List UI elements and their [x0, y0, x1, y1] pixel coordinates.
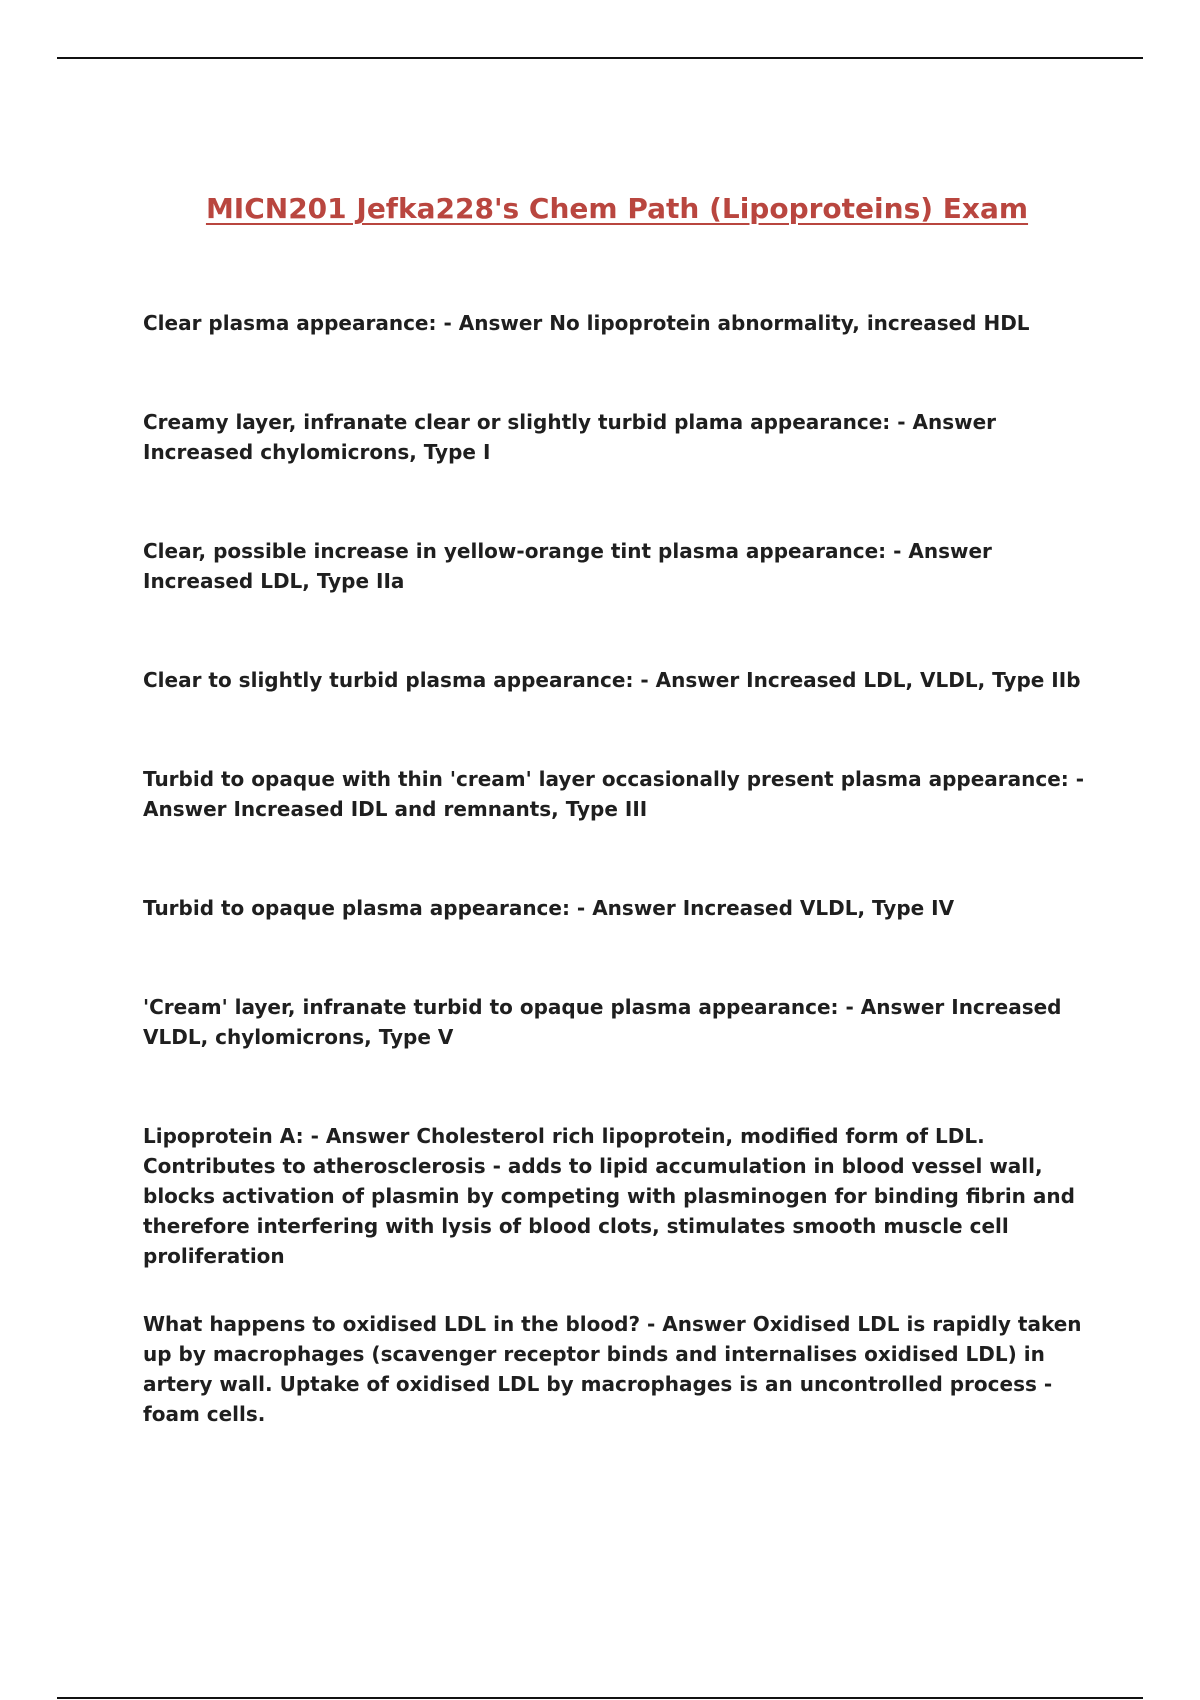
qa-entry-8: Lipoprotein A: - Answer Cholesterol rich lipoprotein, modified form of LDL. Contributes to atherosclerosis - adds to lipid accumulation in blood vessel wall, blocks activation of plasmin by competing with plasminogen for binding fibrin and therefore interfering with lysis of blood clots, stimulates smooth muscle cell proliferation — [143, 1124, 1075, 1268]
qa-entry-2: Creamy layer, infranate clear or slightly turbid plama appearance: - Answer Increased chylomicrons, Type I — [143, 410, 997, 464]
qa-entry-1: Clear plasma appearance: - Answer No lipoprotein abnormality, increased HDL — [143, 311, 1030, 335]
document-title-text: MICN201 Jefka228's Chem Path (Lipoproteins) Exam — [205, 192, 1029, 225]
qa-entry-7: 'Cream' layer, infranate turbid to opaque plasma appearance: - Answer Increased VLDL, chylomicrons, Type V — [143, 995, 1062, 1049]
qa-entry-4: Clear to slightly turbid plasma appearance: - Answer Increased LDL, VLDL, Type IIb — [143, 668, 1081, 692]
footer-rule — [57, 1697, 1143, 1699]
qa-entry-9: What happens to oxidised LDL in the blood? - Answer Oxidised LDL is rapidly taken up by macrophages (scavenger receptor binds and internalises oxidised LDL) in artery wall. Uptake of oxidised LDL by macrophages is an uncontrolled process - foam cells. — [143, 1312, 1082, 1426]
qa-entry-5: Turbid to opaque with thin 'cream' layer occasionally present plasma appearance: - Answer Increased IDL and remnants, Type III — [143, 767, 1085, 821]
qa-entry-6: Turbid to opaque plasma appearance: - Answer Increased VLDL, Type IV — [143, 896, 955, 920]
document-title — [0, 192, 1200, 225]
qa-entry-3: Clear, possible increase in yellow-orange tint plasma appearance: - Answer Increased LDL, Type IIa — [143, 539, 992, 593]
header-rule — [57, 57, 1143, 59]
